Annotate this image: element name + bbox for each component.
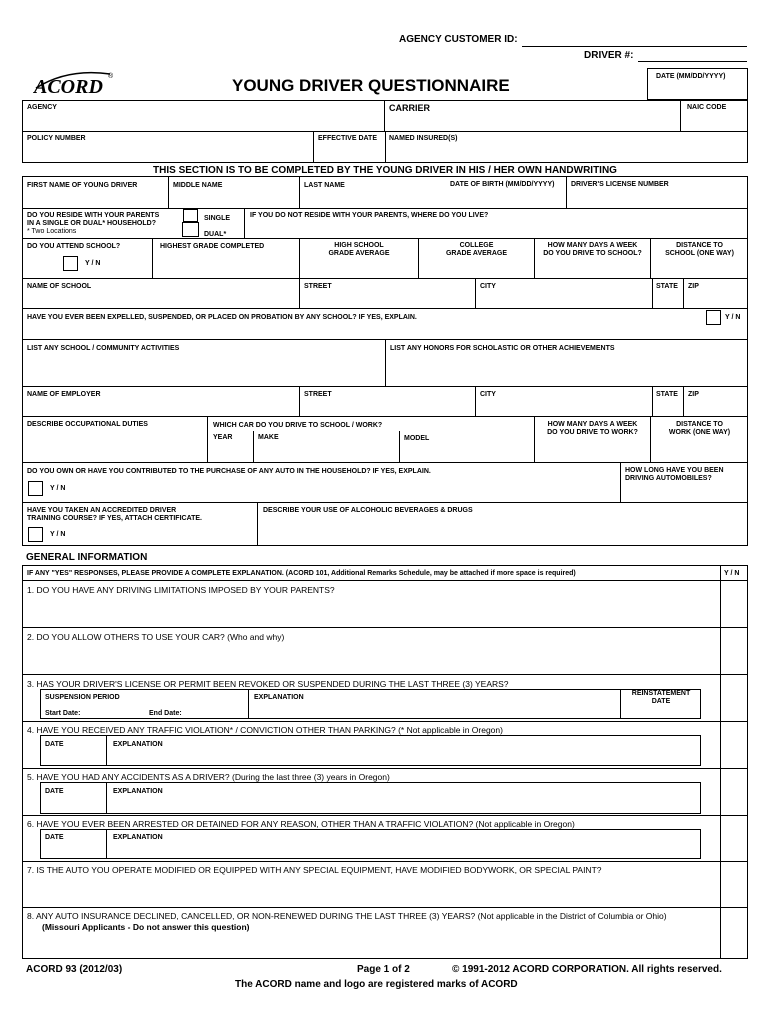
acord-logo — [28, 66, 118, 100]
employer-zip-label: ZIP — [688, 391, 699, 398]
attend-school-checkbox[interactable] — [63, 256, 78, 271]
distance-to-school-label: DISTANCE TO SCHOOL (ONE WAY) — [665, 242, 734, 257]
carrier-label: CARRIER — [389, 103, 431, 113]
own-auto-checkbox[interactable] — [28, 481, 43, 496]
question-3: 3. HAS YOUR DRIVER'S LICENSE OR PERMIT BEEN REVOKED OR SUSPENDED DURING THE LAST THREE (3) YEARS? — [27, 679, 509, 689]
employer-label: NAME OF EMPLOYER — [27, 391, 101, 398]
honors-label: LIST ANY HONORS FOR SCHOLASTIC OR OTHER ACHIEVEMENTS — [390, 345, 615, 352]
middle-name-label: MIDDLE NAME — [173, 182, 223, 189]
training-yn: Y / N — [50, 531, 66, 538]
dual-label: DUAL* — [204, 231, 227, 238]
attend-school-yn: Y / N — [85, 260, 101, 267]
reside-question: DO YOU RESIDE WITH YOUR PARENTS IN A SINGLE OR DUAL* HOUSEHOLD? * Two Locations — [27, 212, 160, 235]
violation-table — [40, 735, 701, 766]
form-title: YOUNG DRIVER QUESTIONNAIRE — [232, 76, 510, 95]
employer-state-label: STATE — [656, 391, 678, 398]
svg-text:ACORD: ACORD — [34, 76, 103, 98]
suspension-period-label: SUSPENSION PERIOD — [45, 694, 120, 701]
training-question: HAVE YOU TAKEN AN ACCREDITED DRIVER TRAINING COURSE? IF YES, ATTACH CERTIFICATE. — [27, 507, 202, 522]
not-reside-label: IF YOU DO NOT RESIDE WITH YOUR PARENTS, WHERE DO YOU LIVE? — [250, 212, 489, 219]
expelled-yn: Y / N — [725, 314, 741, 321]
agency-label: AGENCY — [27, 104, 57, 111]
agency-customer-id-field[interactable] — [522, 46, 747, 47]
reinstatement-date-label: REINSTATEMENT DATE — [631, 690, 691, 705]
q3-explanation-label: EXPLANATION — [254, 694, 304, 701]
general-info-heading: GENERAL INFORMATION — [26, 552, 148, 563]
distance-to-work-label: DISTANCE TO WORK (ONE WAY) — [668, 421, 731, 436]
q4-explanation-label: EXPLANATION — [113, 741, 163, 748]
q6-date-label: DATE — [45, 834, 64, 841]
driver-number-field[interactable] — [638, 61, 747, 62]
days-to-school-label: HOW MANY DAYS A WEEK DO YOU DRIVE TO SCHOOL? — [543, 242, 642, 257]
question-6: 6. HAVE YOU EVER BEEN ARRESTED OR DETAINED FOR ANY REASON, OTHER THAN A TRAFFIC VIOLATION? (Not applicable in Oregon) — [27, 819, 575, 829]
yn-column-header: Y / N — [724, 570, 740, 577]
first-name-label: FIRST NAME OF YOUNG DRIVER — [27, 182, 138, 189]
policy-number-label: POLICY NUMBER — [27, 135, 86, 142]
form-id: ACORD 93 (2012/03) — [26, 964, 123, 975]
school-name-label: NAME OF SCHOOL — [27, 283, 92, 290]
question-7: 7. IS THE AUTO YOU OPERATE MODIFIED OR EQUIPPED WITH ANY SPECIAL EQUIPMENT, HAVE MODIFIED BODYWORK, OR SPECIAL PAINT? — [27, 865, 602, 875]
single-label: SINGLE — [204, 215, 231, 222]
school-state-label: STATE — [656, 283, 678, 290]
q5-explanation-label: EXPLANATION — [113, 788, 163, 795]
employer-street-label: STREET — [304, 391, 332, 398]
how-long-driving-label: HOW LONG HAVE YOU BEEN DRIVING AUTOMOBILES? — [625, 467, 724, 482]
trademark-notice: The ACORD name and logo are registered marks of ACORD — [235, 979, 518, 990]
college-average-label: COLLEGE GRADE AVERAGE — [445, 242, 508, 257]
agency-customer-id-label: AGENCY CUSTOMER ID: — [399, 34, 518, 45]
q4-date-label: DATE — [45, 741, 64, 748]
car-make-label: MAKE — [258, 434, 279, 441]
suspension-table — [40, 689, 701, 719]
training-checkbox[interactable] — [28, 527, 43, 542]
question-4: 4. HAVE YOU RECEIVED ANY TRAFFIC VIOLATION* / CONVICTION OTHER THAN PARKING? (* Not applicable in Oregon) — [27, 725, 503, 735]
duties-label: DESCRIBE OCCUPATIONAL DUTIES — [27, 421, 148, 428]
school-zip-label: ZIP — [688, 283, 699, 290]
car-model-label: MODEL — [404, 435, 430, 442]
days-to-work-label: HOW MANY DAYS A WEEK DO YOU DRIVE TO WORK? — [547, 421, 638, 436]
own-auto-yn: Y / N — [50, 485, 66, 492]
employer-city-label: CITY — [480, 391, 496, 398]
activities-label: LIST ANY SCHOOL / COMMUNITY ACTIVITIES — [27, 345, 180, 352]
license-number-label: DRIVER'S LICENSE NUMBER — [571, 181, 669, 188]
car-year-label: YEAR — [213, 434, 233, 441]
dual-checkbox-area — [182, 222, 199, 237]
section-heading: THIS SECTION IS TO BE COMPLETED BY THE YOUNG DRIVER IN HIS / HER OWN HANDWRITING — [153, 165, 617, 176]
own-auto-question: DO YOU OWN OR HAVE YOU CONTRIBUTED TO THE PURCHASE OF ANY AUTO IN THE HOUSEHOLD? IF YES, EXPLAIN. — [27, 468, 431, 475]
start-date-label: Start Date: — [45, 710, 81, 717]
school-city-label: CITY — [480, 283, 496, 290]
question-8: 8. ANY AUTO INSURANCE DECLINED, CANCELLED, OR NON-RENEWED DURING THE LAST THREE (3) YEARS? (Not applicable in the District of Columbia or Ohio) — [27, 911, 667, 921]
alcohol-label: DESCRIBE YOUR USE OF ALCOHOLIC BEVERAGES & DRUGS — [263, 507, 473, 514]
general-instruction: IF ANY "YES" RESPONSES, PLEASE PROVIDE A COMPLETE EXPLANATION. (ACORD 101, Additional Remarks Schedule, may be attached if more space is required) — [27, 570, 576, 577]
effective-date-label: EFFECTIVE DATE — [318, 135, 377, 142]
single-checkbox[interactable] — [183, 209, 198, 222]
expelled-checkbox[interactable] — [706, 310, 721, 325]
question-1: 1. DO YOU HAVE ANY DRIVING LIMITATIONS IMPOSED BY YOUR PARENTS? — [27, 585, 335, 595]
q5-date-label: DATE — [45, 788, 64, 795]
dob-label: DATE OF BIRTH (MM/DD/YYYY) — [450, 181, 555, 188]
end-date-label: End Date: — [149, 710, 182, 717]
question-8-note: (Missouri Applicants - Do not answer this question) — [42, 922, 250, 932]
date-label: DATE (MM/DD/YYYY) — [656, 73, 726, 80]
driver-number-label: DRIVER #: — [584, 50, 634, 61]
question-2: 2. DO YOU ALLOW OTHERS TO USE YOUR CAR? (Who and why) — [27, 632, 285, 642]
accident-table — [40, 782, 701, 814]
question-5: 5. HAVE YOU HAD ANY ACCIDENTS AS A DRIVER? (During the last three (3) years in Oregon) — [27, 772, 390, 782]
hs-average-label: HIGH SCHOOL GRADE AVERAGE — [328, 242, 390, 257]
page-number: Page 1 of 2 — [357, 964, 410, 975]
last-name-label: LAST NAME — [304, 182, 345, 189]
copyright: © 1991-2012 ACORD CORPORATION. All rights reserved. — [452, 964, 722, 975]
q6-explanation-label: EXPLANATION — [113, 834, 163, 841]
svg-text:®: ® — [108, 73, 114, 80]
highest-grade-label: HIGHEST GRADE COMPLETED — [160, 243, 265, 250]
which-car-label: WHICH CAR DO YOU DRIVE TO SCHOOL / WORK? — [213, 422, 383, 429]
naic-code-label: NAIC CODE — [687, 104, 727, 111]
school-street-label: STREET — [304, 283, 332, 290]
attend-school-label: DO YOU ATTEND SCHOOL? — [27, 243, 121, 250]
expelled-question: HAVE YOU EVER BEEN EXPELLED, SUSPENDED, OR PLACED ON PROBATION BY ANY SCHOOL? IF YES, EXPLAIN. — [27, 314, 417, 321]
named-insured-label: NAMED INSURED(S) — [389, 135, 458, 142]
